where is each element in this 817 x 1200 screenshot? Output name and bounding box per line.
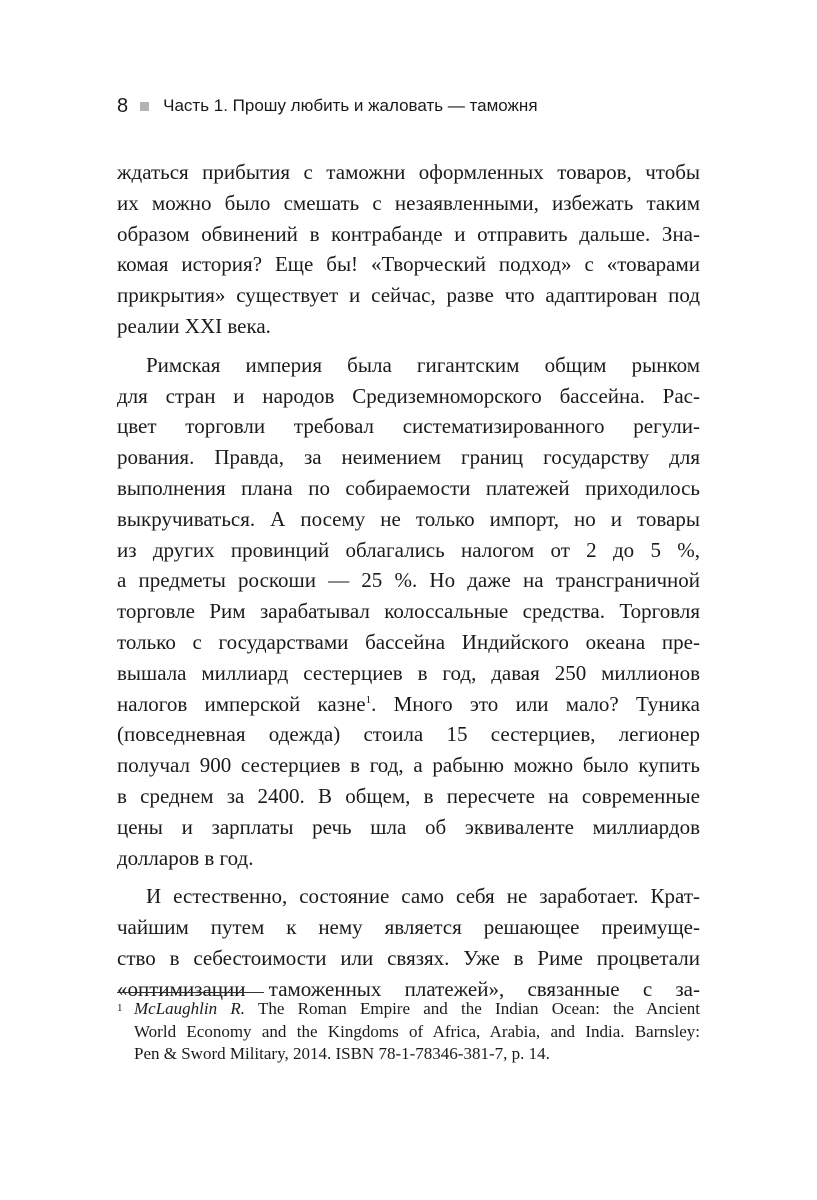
footnote — [117, 998, 700, 1066]
text-line: только с государствами бассейна Индийского океана пре- — [117, 629, 700, 654]
text-line: их можно было смешать с незаявленными, избежать таким — [117, 190, 700, 215]
footnote-body — [117, 998, 700, 1066]
paragraph-3 — [117, 881, 700, 1004]
text-line: вышала миллиард сестерциев в год, давая 250 миллионов — [117, 660, 700, 685]
body-text — [117, 157, 700, 1013]
text-fragment: налогов имперской казне — [117, 691, 366, 716]
separator-square-icon — [140, 102, 149, 111]
footnote-line — [134, 998, 700, 1021]
text-line: цены и зарплаты речь шла об эквиваленте миллиардов — [117, 814, 700, 839]
text-line: выполнения плана по собираемости платежей приходилось — [117, 475, 700, 500]
text-line: ство в себестоимости или связях. Уже в Риме процветали — [117, 945, 700, 970]
text-line: прикрытия» существует и сейчас, разве что адаптирован под — [117, 283, 700, 308]
text-line: И естественно, состояние само себя не заработает. Крат- — [146, 884, 700, 909]
chapter-title: Часть 1. Прошу любить и жаловать — таможня — [163, 96, 538, 115]
footnote-author: McLaughlin R. — [134, 999, 245, 1018]
text-line: комая история? Еще бы! «Творческий подход» с «товарами — [117, 252, 700, 277]
text-line: в среднем за 2400. В общем, в пересчете на современные — [117, 783, 700, 808]
text-line: «оптимизации таможенных платежей», связанные с за- — [117, 976, 700, 1001]
text-line: получал 900 сестерциев в год, а рабыню можно было купить — [117, 753, 700, 778]
text-line: цвет торговли требовал систематизированного регули- — [117, 414, 700, 439]
text-line: выкручиваться. А посему не только импорт, но и товары — [117, 506, 700, 531]
footnote-mark: 1 — [117, 1002, 123, 1014]
page-number: 8 — [117, 94, 129, 117]
text-line: рования. Правда, за неимением границ государству для — [117, 445, 700, 470]
text-line: долларов в год. — [117, 845, 254, 870]
text-line: образом обвинений в контрабанде и отправить дальше. Зна- — [117, 221, 700, 246]
text-line: а предметы роскоши — 25 %. Но даже на трансграничной — [117, 568, 700, 593]
text-line: (повседневная одежда) стоила 15 сестерциев, легионер — [117, 722, 700, 747]
text-line: чайшим путем к нему является решающее преимуще- — [117, 915, 700, 940]
text-line-with-footnote-ref — [117, 689, 700, 720]
running-head — [117, 92, 538, 120]
text-fragment: . Много это или мало? Туника — [371, 691, 700, 716]
text-line: реалии XXI века. — [117, 313, 271, 338]
paragraph-2 — [117, 350, 700, 874]
text-line: ждаться прибытия с таможни оформленных товаров, чтобы — [117, 160, 700, 184]
text-line: из других провинций облагались налогом от 2 до 5 %, — [117, 537, 700, 562]
text-line: торговле Рим зарабатывал колоссальные средства. Торговля — [117, 599, 700, 624]
footnote-divider — [117, 992, 264, 993]
footnote-line: World Economy and the Kingdoms of Africa, Arabia, and India. Barnsley: — [134, 1021, 700, 1041]
text-line: Римская империя была гигантским общим рынком — [146, 352, 700, 377]
footnote-text: The Roman Empire and the Indian Ocean: the Ancient — [245, 999, 700, 1018]
footnote-reference[interactable]: 1 — [365, 693, 372, 706]
footnote-line: Pen & Sword Military, 2014. ISBN 78-1-78346-381-7, p. 14. — [134, 1044, 550, 1063]
text-line: для стран и народов Средиземноморского бассейна. Рас- — [117, 383, 700, 408]
paragraph-1 — [117, 157, 700, 342]
